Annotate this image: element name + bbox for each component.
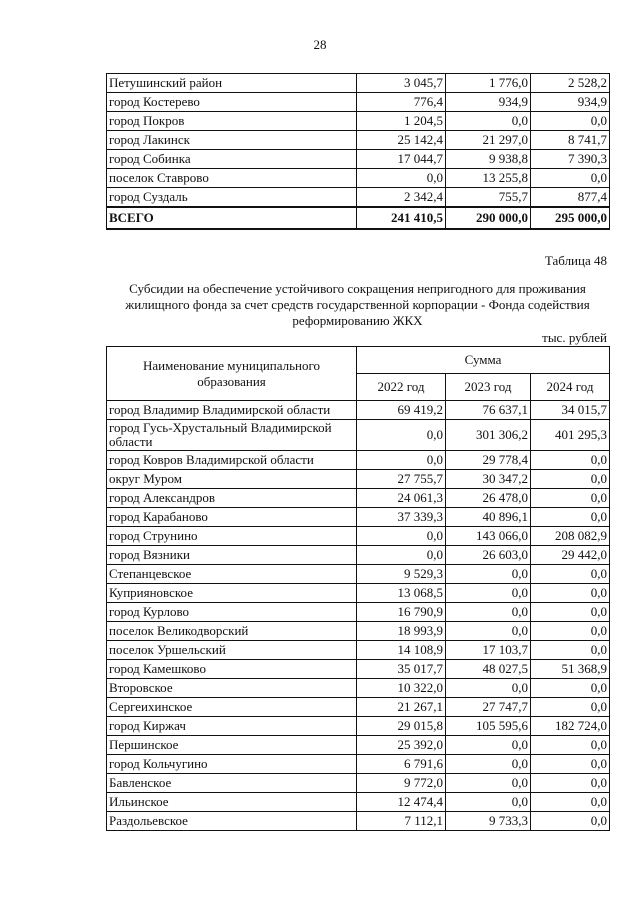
table-row (107, 74, 610, 93)
subsidy-table-continuation (106, 73, 610, 230)
cell-municipality: город Струнино (107, 527, 357, 546)
subsidy-table-48 (106, 346, 610, 831)
cell-amount-2024: 51 368,9 (531, 660, 610, 679)
table-label: Таблица 48 (544, 253, 607, 268)
table-row (107, 660, 610, 679)
cell-amount-2023: 0,0 (446, 755, 531, 774)
cell-amount-2024: 29 442,0 (531, 546, 610, 565)
table-row (107, 698, 610, 717)
cell-amount-2022: 12 474,4 (357, 793, 446, 812)
cell-amount-2023: 0,0 (446, 679, 531, 698)
table-title (106, 281, 609, 329)
cell-municipality: город Курлово (107, 603, 357, 622)
header-year-2022: 2022 год (357, 374, 446, 401)
cell-municipality: город Вязники (107, 546, 357, 565)
cell-amount-2023: 29 778,4 (446, 451, 531, 470)
table-row (107, 470, 610, 489)
table-row (107, 641, 610, 660)
table-row (107, 565, 610, 584)
cell-amount-2023: 0,0 (446, 793, 531, 812)
cell-municipality: Степанцевское (107, 565, 357, 584)
cell-municipality: город Кольчугино (107, 755, 357, 774)
cell-municipality: Петушинский район (107, 74, 357, 93)
cell-amount-2024: 0,0 (531, 112, 610, 131)
units-label: тыс. рублей (542, 330, 607, 345)
table-row (107, 150, 610, 169)
cell-municipality: Куприяновское (107, 584, 357, 603)
cell-municipality: Ильинское (107, 793, 357, 812)
cell-amount-2022: 776,4 (357, 93, 446, 112)
cell-amount-2024: 0,0 (531, 169, 610, 188)
cell-amount-2023: 143 066,0 (446, 527, 531, 546)
cell-municipality: город Суздаль (107, 188, 357, 208)
cell-municipality: город Собинка (107, 150, 357, 169)
cell-amount-2022: 14 108,9 (357, 641, 446, 660)
cell-amount-2024: 0,0 (531, 489, 610, 508)
cell-amount-2022: 17 044,7 (357, 150, 446, 169)
cell-amount-2022: 21 267,1 (357, 698, 446, 717)
cell-amount-2024: 0,0 (531, 812, 610, 831)
cell-amount-2022: 18 993,9 (357, 622, 446, 641)
cell-amount-2023: 755,7 (446, 188, 531, 208)
cell-amount-2022: 0,0 (357, 546, 446, 565)
table-row (107, 169, 610, 188)
cell-municipality: Першинское (107, 736, 357, 755)
cell-amount-2023: 0,0 (446, 774, 531, 793)
cell-amount-2022: 25 142,4 (357, 131, 446, 150)
cell-amount-2024: 0,0 (531, 793, 610, 812)
table-row (107, 131, 610, 150)
cell-amount-2023: 17 103,7 (446, 641, 531, 660)
cell-amount-2024: 0,0 (531, 755, 610, 774)
cell-amount-2024: 401 295,3 (531, 420, 610, 451)
table-row (107, 93, 610, 112)
cell-amount-2022: 7 112,1 (357, 812, 446, 831)
cell-amount-2024: 2 528,2 (531, 74, 610, 93)
cell-amount-2023: 26 478,0 (446, 489, 531, 508)
cell-amount-2023: 26 603,0 (446, 546, 531, 565)
table-row (107, 527, 610, 546)
table-row (107, 679, 610, 698)
cell-amount-2024: 877,4 (531, 188, 610, 208)
cell-amount-2024: 0,0 (531, 679, 610, 698)
table-row (107, 401, 610, 420)
cell-municipality: поселок Уршельский (107, 641, 357, 660)
cell-amount-2023: 27 747,7 (446, 698, 531, 717)
cell-amount-2023: 0,0 (446, 736, 531, 755)
table-row (107, 546, 610, 565)
cell-municipality: город Владимир Владимирской области (107, 401, 357, 420)
cell-amount-2022: 29 015,8 (357, 717, 446, 736)
table-row (107, 112, 610, 131)
cell-amount-2022: 35 017,7 (357, 660, 446, 679)
cell-amount-2024: 7 390,3 (531, 150, 610, 169)
table-row (107, 717, 610, 736)
cell-amount-2022: 9 772,0 (357, 774, 446, 793)
header-municipality: Наименование муниципального образования (107, 347, 357, 401)
cell-amount-2024: 182 724,0 (531, 717, 610, 736)
cell-amount-2024: 0,0 (531, 622, 610, 641)
cell-amount-2024: 0,0 (531, 508, 610, 527)
table-row (107, 584, 610, 603)
cell-municipality: поселок Великодворский (107, 622, 357, 641)
cell-amount-2022: 16 790,9 (357, 603, 446, 622)
cell-municipality: город Лакинск (107, 131, 357, 150)
cell-amount-2022: 37 339,3 (357, 508, 446, 527)
cell-amount-2024: 34 015,7 (531, 401, 610, 420)
cell-amount-2022: 13 068,5 (357, 584, 446, 603)
cell-amount-2022: 0,0 (357, 451, 446, 470)
cell-municipality: город Покров (107, 112, 357, 131)
cell-municipality: округ Муром (107, 470, 357, 489)
table-row (107, 451, 610, 470)
cell-amount-2024: 0,0 (531, 774, 610, 793)
cell-amount-2024: 0,0 (531, 603, 610, 622)
cell-amount-2024: 8 741,7 (531, 131, 610, 150)
cell-amount-2024: 0,0 (531, 584, 610, 603)
cell-amount-2022: 0,0 (357, 527, 446, 546)
cell-amount-2023: 13 255,8 (446, 169, 531, 188)
cell-amount-2023: 0,0 (446, 565, 531, 584)
cell-municipality: город Киржач (107, 717, 357, 736)
header-sum: Сумма (357, 347, 610, 374)
cell-municipality: поселок Ставрово (107, 169, 357, 188)
cell-amount-2023: 290 000,0 (446, 207, 531, 229)
cell-amount-2023: 105 595,6 (446, 717, 531, 736)
page-number: 28 (313, 37, 327, 52)
table-row (107, 603, 610, 622)
header-year-2024: 2024 год (531, 374, 610, 401)
cell-amount-2024: 934,9 (531, 93, 610, 112)
title-line: Субсидии на обеспечение устойчивого сокращения непригодного для проживания (129, 281, 586, 296)
cell-amount-2022: 2 342,4 (357, 188, 446, 208)
cell-amount-2024: 0,0 (531, 698, 610, 717)
cell-amount-2022: 25 392,0 (357, 736, 446, 755)
table-row (107, 622, 610, 641)
cell-amount-2023: 934,9 (446, 93, 531, 112)
table-row (107, 420, 610, 451)
cell-amount-2022: 0,0 (357, 169, 446, 188)
cell-amount-2022: 0,0 (357, 420, 446, 451)
cell-amount-2024: 295 000,0 (531, 207, 610, 229)
cell-amount-2022: 69 419,2 (357, 401, 446, 420)
cell-amount-2024: 0,0 (531, 565, 610, 584)
title-line: реформированию ЖКХ (292, 313, 423, 328)
cell-amount-2023: 40 896,1 (446, 508, 531, 527)
cell-amount-2023: 0,0 (446, 603, 531, 622)
cell-amount-2022: 241 410,5 (357, 207, 446, 229)
cell-amount-2023: 0,0 (446, 584, 531, 603)
cell-amount-2022: 6 791,6 (357, 755, 446, 774)
cell-amount-2022: 10 322,0 (357, 679, 446, 698)
cell-municipality: город Гусь-Хрустальный Владимирской области (107, 420, 357, 451)
cell-amount-2023: 9 938,8 (446, 150, 531, 169)
cell-amount-2024: 0,0 (531, 451, 610, 470)
table-row (107, 774, 610, 793)
cell-amount-2023: 30 347,2 (446, 470, 531, 489)
cell-municipality: город Александров (107, 489, 357, 508)
cell-amount-2022: 1 204,5 (357, 112, 446, 131)
cell-amount-2023: 0,0 (446, 622, 531, 641)
cell-amount-2023: 301 306,2 (446, 420, 531, 451)
table-row (107, 793, 610, 812)
cell-amount-2023: 21 297,0 (446, 131, 531, 150)
cell-municipality: Второвское (107, 679, 357, 698)
cell-amount-2024: 0,0 (531, 641, 610, 660)
table-row (107, 188, 610, 208)
table-row (107, 812, 610, 831)
table-row (107, 755, 610, 774)
cell-amount-2022: 9 529,3 (357, 565, 446, 584)
cell-municipality: ВСЕГО (107, 207, 357, 229)
cell-municipality: Раздольевское (107, 812, 357, 831)
cell-municipality: город Ковров Владимирской области (107, 451, 357, 470)
cell-amount-2023: 1 776,0 (446, 74, 531, 93)
title-line: жилищного фонда за счет средств государственной корпорации - Фонда содействия (125, 297, 590, 312)
cell-municipality: Бавленское (107, 774, 357, 793)
cell-amount-2024: 208 082,9 (531, 527, 610, 546)
cell-amount-2024: 0,0 (531, 736, 610, 755)
header-year-2023: 2023 год (446, 374, 531, 401)
cell-amount-2023: 9 733,3 (446, 812, 531, 831)
table-row (107, 207, 610, 229)
cell-amount-2023: 0,0 (446, 112, 531, 131)
table-row (107, 508, 610, 527)
cell-amount-2022: 27 755,7 (357, 470, 446, 489)
cell-municipality: город Карабаново (107, 508, 357, 527)
cell-municipality: город Костерево (107, 93, 357, 112)
cell-municipality: город Камешково (107, 660, 357, 679)
cell-amount-2022: 24 061,3 (357, 489, 446, 508)
cell-municipality: Сергеихинское (107, 698, 357, 717)
table-row (107, 736, 610, 755)
cell-amount-2022: 3 045,7 (357, 74, 446, 93)
cell-amount-2023: 48 027,5 (446, 660, 531, 679)
cell-amount-2023: 76 637,1 (446, 401, 531, 420)
cell-amount-2024: 0,0 (531, 470, 610, 489)
table-row (107, 489, 610, 508)
